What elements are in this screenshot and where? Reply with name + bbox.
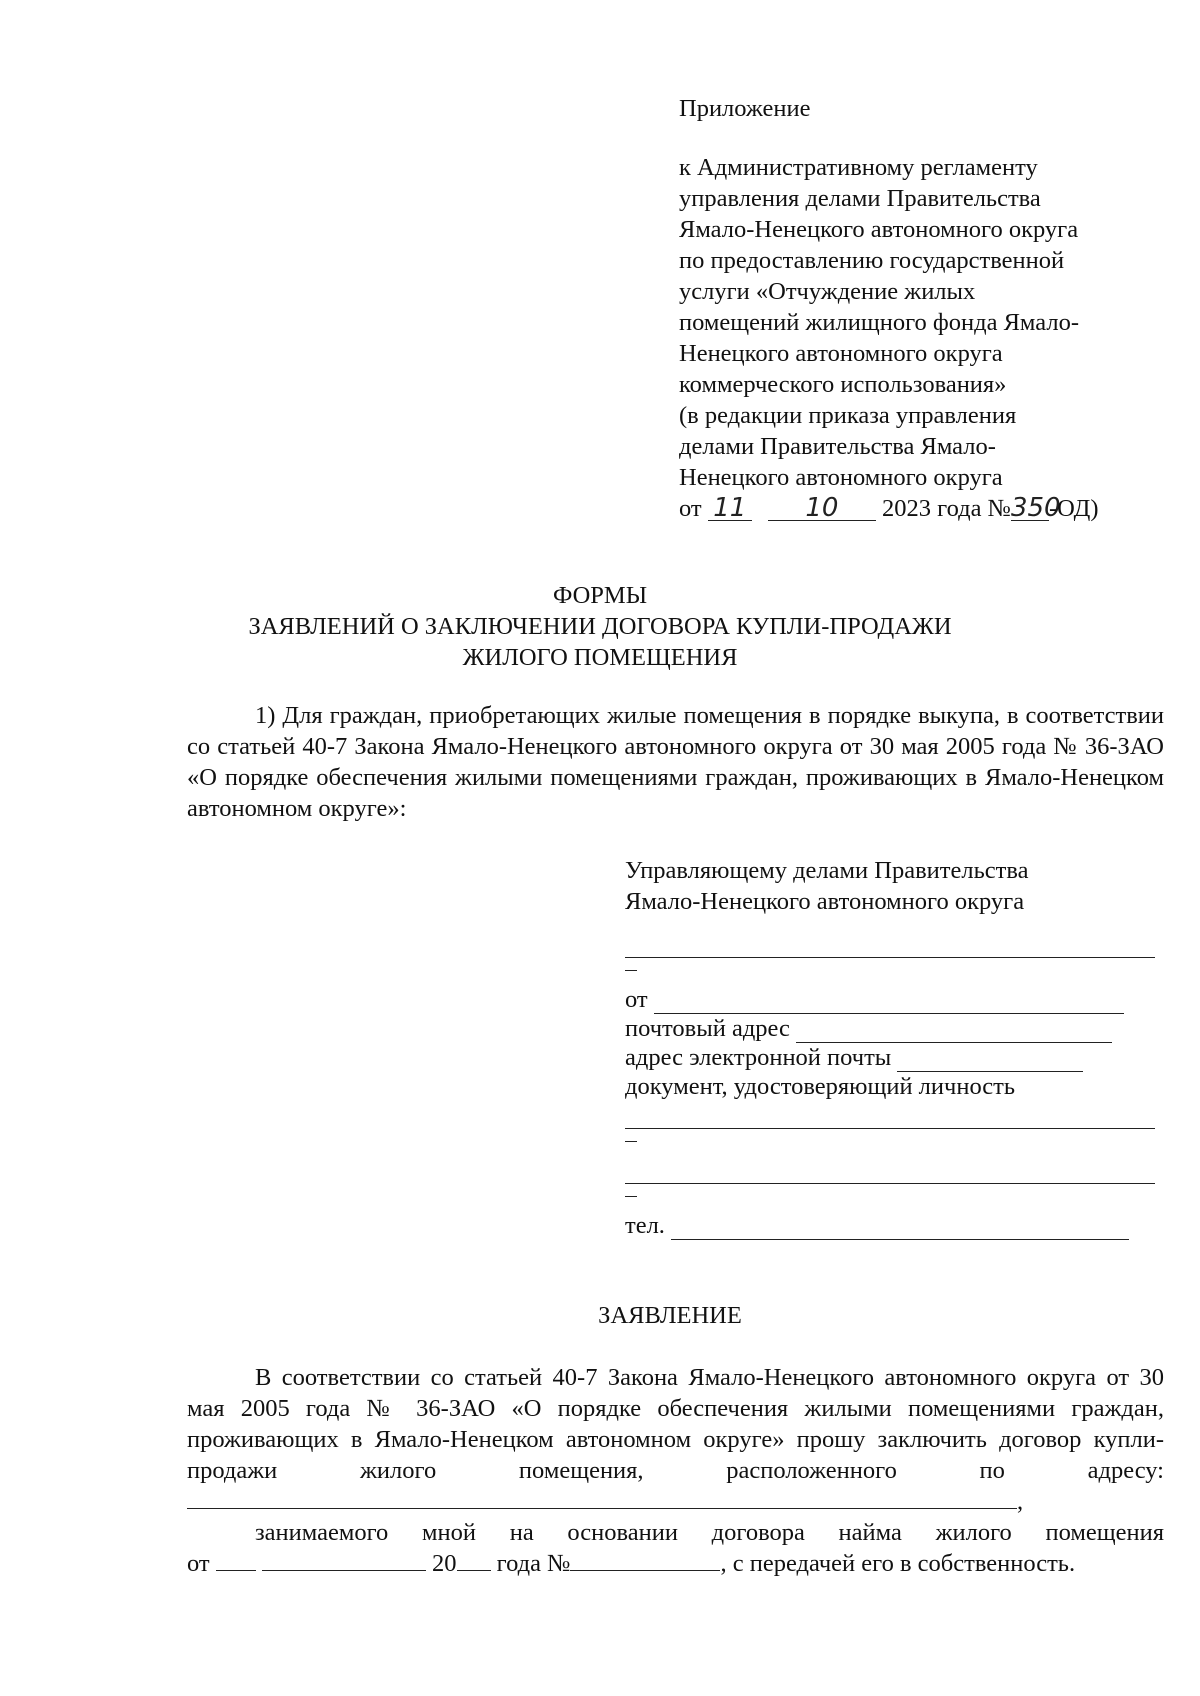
phone-field[interactable] bbox=[625, 1211, 1155, 1240]
appendix-line: коммерческого использования» bbox=[679, 371, 1007, 398]
email-blank[interactable] bbox=[897, 1049, 1083, 1072]
forms-title bbox=[0, 580, 1200, 673]
postal-label: почтовый адрес bbox=[625, 1015, 790, 1042]
id-document-blank-2[interactable] bbox=[625, 1156, 1155, 1184]
handwritten-day: 11 bbox=[708, 496, 752, 521]
statement-title: ЗАЯВЛЕНИЕ bbox=[598, 1302, 742, 1329]
appendix-line: Ненецкого автономного округа bbox=[679, 340, 1003, 367]
order-year-text: 2023 года № bbox=[882, 495, 1011, 522]
forms-title-line: ФОРМЫ bbox=[552, 582, 648, 609]
appendix-line: по предоставлению государственной bbox=[679, 247, 1065, 274]
dash-mark bbox=[625, 1129, 1155, 1156]
dash-mark bbox=[625, 1184, 1155, 1211]
contract-details-line bbox=[187, 1548, 1164, 1579]
contract-year-blank[interactable] bbox=[457, 1548, 491, 1571]
postal-blank[interactable] bbox=[796, 1020, 1112, 1043]
statement-text-2: занимаемого мной на основании договора найма жилого помещения bbox=[255, 1519, 1164, 1546]
section-1-paragraph: 1) Для граждан, приобретающих жилые помещения в порядке выкупа, в соответствии со статьей 40-7 Закона Ямало-Ненецкого автономного округа от 30 мая 2005 года № 36-ЗАО «О порядке обеспечения жилыми помещениями граждан, проживающих в Ямало-Ненецком автономном округе»: bbox=[187, 702, 1164, 822]
addressee-line: Ямало-Ненецкого автономного округа bbox=[625, 888, 1025, 915]
contract-month-blank[interactable] bbox=[262, 1548, 426, 1571]
appendix-line: услуги «Отчуждение жилых bbox=[679, 278, 976, 305]
appendix-line: управления делами Правительства bbox=[679, 185, 1041, 212]
id-doc-label: документ, удостоверяющий личность bbox=[625, 1073, 1016, 1100]
address-end: , bbox=[1017, 1488, 1024, 1515]
appendix-line: помещений жилищного фонда Ямало- bbox=[679, 309, 1079, 336]
phone-label: тел. bbox=[625, 1212, 665, 1239]
order-date-line bbox=[679, 493, 1149, 524]
statement-paragraph bbox=[187, 1362, 1164, 1579]
id-document-label-row bbox=[625, 1072, 1155, 1101]
appendix-line: к Административному регламенту bbox=[679, 154, 1038, 181]
forms-title-line: ЗАЯВЛЕНИЙ О ЗАКЛЮЧЕНИИ ДОГОВОРА КУПЛИ-ПРОДАЖИ bbox=[248, 613, 952, 640]
forms-title-line: ЖИЛОГО ПОМЕЩЕНИЯ bbox=[462, 644, 738, 671]
addressee-line: Управляющему делами Правительства bbox=[625, 857, 1029, 884]
contract-day-blank[interactable] bbox=[216, 1548, 256, 1571]
date-prefix: от bbox=[679, 495, 702, 522]
email-field[interactable] bbox=[625, 1043, 1155, 1072]
appendix-line: Ненецкого автономного округа bbox=[679, 464, 1003, 491]
contract-year-prefix: 20 bbox=[432, 1550, 457, 1577]
blank-line[interactable] bbox=[625, 930, 1155, 958]
order-number-suffix: -ОД) bbox=[1048, 495, 1099, 522]
id-document-blank[interactable] bbox=[625, 1101, 1155, 1129]
contract-from-label: от bbox=[187, 1550, 210, 1577]
appendix-title: Приложение bbox=[679, 95, 811, 122]
appendix-block bbox=[679, 93, 1149, 524]
postal-address-field[interactable] bbox=[625, 1014, 1155, 1043]
dash-mark bbox=[625, 958, 1155, 985]
applicant-fields bbox=[625, 930, 1155, 1240]
appendix-line: Ямало-Ненецкого автономного округа bbox=[679, 216, 1079, 243]
statement-text bbox=[187, 1362, 1164, 1517]
statement-body: В соответствии со статьей 40-7 Закона Ямало-Ненецкого автономного округа от 30 мая 2005 года № 36-ЗАО «О порядке обеспечения жилыми помещениями граждан, проживающих в Ямало-Ненецком автономном округе» прошу заключить договор купли-продажи жилого помещения, расположенного по адресу: bbox=[187, 1364, 1164, 1484]
appendix-line: делами Правительства Ямало- bbox=[679, 433, 996, 460]
handwritten-month: 10 bbox=[768, 496, 876, 521]
from-blank[interactable] bbox=[654, 991, 1124, 1014]
addressee-block bbox=[625, 855, 1028, 917]
contract-number-label: года № bbox=[496, 1550, 571, 1577]
contract-number-blank[interactable] bbox=[570, 1548, 720, 1571]
contract-ending: , с передачей его в собственность. bbox=[720, 1550, 1076, 1577]
from-field[interactable] bbox=[625, 985, 1155, 1014]
address-blank[interactable] bbox=[187, 1486, 1017, 1509]
appendix-line: (в редакции приказа управления bbox=[679, 402, 1017, 429]
phone-blank[interactable] bbox=[671, 1217, 1129, 1240]
from-label: от bbox=[625, 986, 648, 1013]
handwritten-number: 350 bbox=[1010, 493, 1061, 523]
email-label: адрес электронной почты bbox=[625, 1044, 892, 1071]
